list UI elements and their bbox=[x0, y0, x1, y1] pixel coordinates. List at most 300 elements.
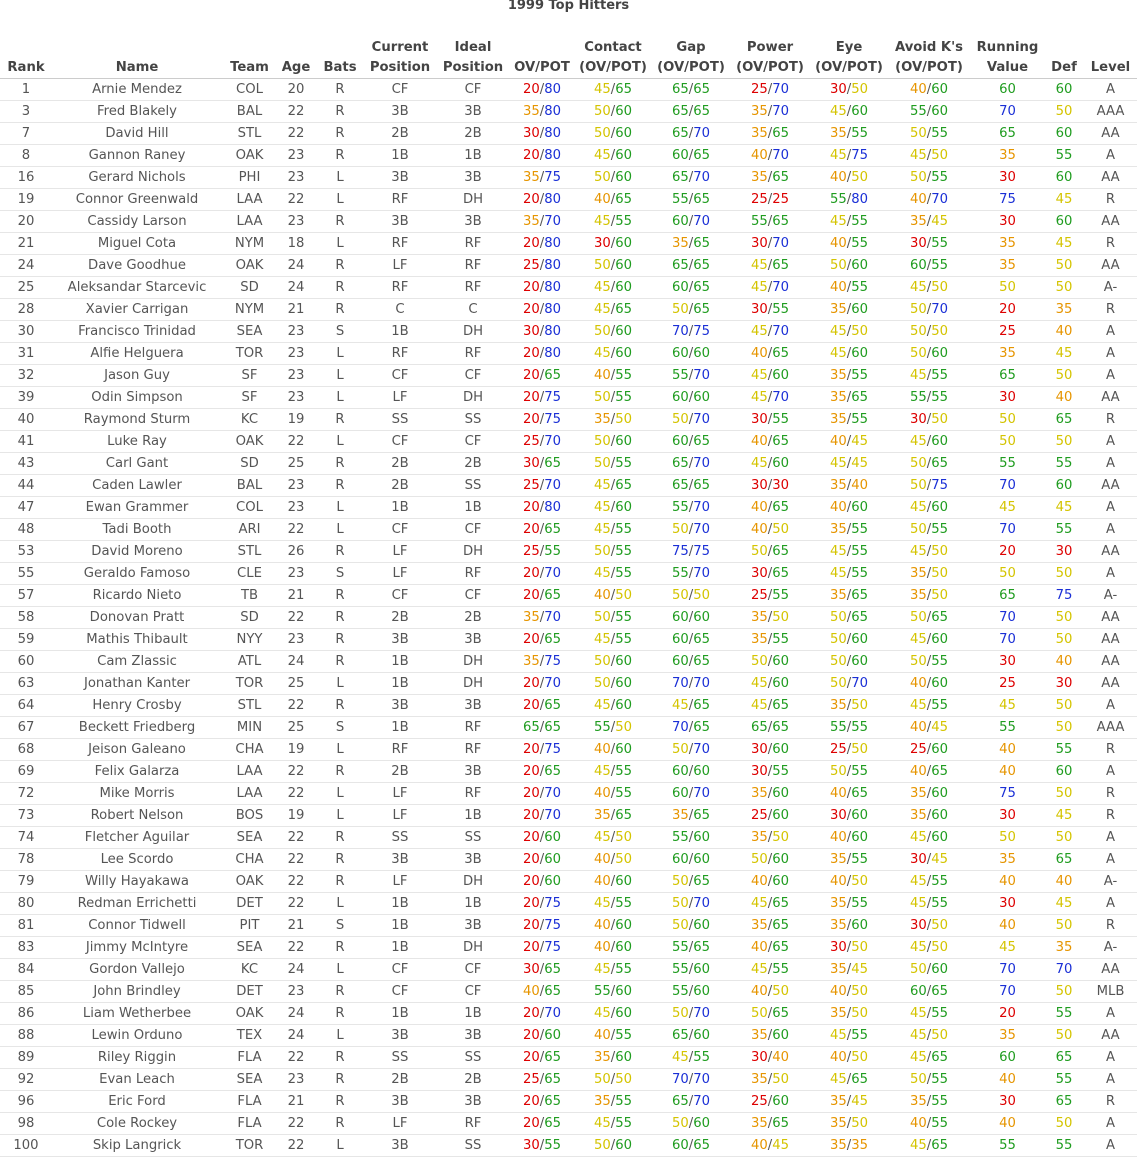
cell-current-position: 1B bbox=[365, 321, 435, 343]
table-row[interactable] bbox=[0, 1135, 1137, 1157]
current-rating: 50 bbox=[593, 544, 611, 559]
current-rating: 20 bbox=[522, 280, 540, 295]
cell-team: TOR bbox=[222, 673, 277, 695]
cell-gap bbox=[653, 937, 729, 959]
col-running[interactable]: Running Value bbox=[971, 22, 1044, 79]
cell-avoid-k bbox=[887, 189, 971, 211]
table-row[interactable] bbox=[0, 1113, 1137, 1135]
cell-level: A bbox=[1084, 849, 1137, 871]
rating-separator: / bbox=[846, 918, 852, 933]
cell-ovpot bbox=[511, 541, 573, 563]
table-row[interactable] bbox=[0, 585, 1137, 607]
rating-separator: / bbox=[926, 170, 932, 185]
current-rating: 20 bbox=[522, 786, 540, 801]
cell-contact bbox=[573, 1003, 653, 1025]
table-row[interactable] bbox=[0, 365, 1137, 387]
current-rating: 20 bbox=[522, 918, 540, 933]
cell-contact bbox=[573, 79, 653, 101]
table-row[interactable] bbox=[0, 189, 1137, 211]
potential-rating: 65 bbox=[772, 1006, 789, 1021]
cell-age: 20 bbox=[277, 79, 315, 101]
table-row[interactable] bbox=[0, 805, 1137, 827]
cell-current-position: 2B bbox=[365, 607, 435, 629]
current-rating: 50 bbox=[909, 962, 927, 977]
table-row[interactable] bbox=[0, 101, 1137, 123]
current-rating: 40 bbox=[750, 940, 768, 955]
rating-separator: / bbox=[846, 346, 852, 361]
cell-gap bbox=[653, 277, 729, 299]
potential-rating: 50 bbox=[931, 940, 948, 955]
current-rating: 40 bbox=[909, 1116, 927, 1131]
cell-avoid-k bbox=[887, 1003, 971, 1025]
current-rating: 20 bbox=[522, 698, 540, 713]
table-row[interactable] bbox=[0, 629, 1137, 651]
cell-team: TB bbox=[222, 585, 277, 607]
current-rating: 20 bbox=[522, 1028, 540, 1043]
potential-rating: 50 bbox=[851, 1050, 868, 1065]
cell-contact bbox=[573, 893, 653, 915]
cell-current-position: 1B bbox=[365, 893, 435, 915]
table-row[interactable] bbox=[0, 915, 1137, 937]
table-row[interactable] bbox=[0, 563, 1137, 585]
potential-rating: 50 bbox=[851, 984, 868, 999]
table-row[interactable] bbox=[0, 893, 1137, 915]
cell-eye bbox=[811, 1003, 887, 1025]
cell-running-value: 65 bbox=[971, 365, 1044, 387]
current-rating: 20 bbox=[522, 148, 540, 163]
cell-current-position: LF bbox=[365, 541, 435, 563]
cell-team: KC bbox=[222, 959, 277, 981]
cell-bats: R bbox=[315, 827, 365, 849]
table-row[interactable] bbox=[0, 1091, 1137, 1113]
cell-age: 23 bbox=[277, 343, 315, 365]
cell-rank: 48 bbox=[0, 519, 52, 541]
rating-separator: / bbox=[846, 1138, 852, 1153]
table-row[interactable] bbox=[0, 387, 1137, 409]
potential-rating: 25 bbox=[772, 192, 789, 207]
current-rating: 45 bbox=[750, 324, 768, 339]
rating-separator: / bbox=[610, 104, 616, 119]
potential-rating: 55 bbox=[615, 522, 632, 537]
cell-bats: R bbox=[315, 101, 365, 123]
cell-gap bbox=[653, 651, 729, 673]
table-header bbox=[0, 22, 1137, 79]
cell-gap bbox=[653, 409, 729, 431]
cell-running-value: 50 bbox=[971, 431, 1044, 453]
table-row[interactable] bbox=[0, 695, 1137, 717]
cell-current-position: 2B bbox=[365, 761, 435, 783]
table-row[interactable] bbox=[0, 1003, 1137, 1025]
cell-bats: R bbox=[315, 123, 365, 145]
cell-ideal-position: RF bbox=[435, 717, 511, 739]
current-rating: 45 bbox=[909, 500, 927, 515]
current-rating: 45 bbox=[750, 698, 768, 713]
cell-name: Jeison Galeano bbox=[52, 739, 222, 761]
rating-separator: / bbox=[688, 852, 694, 867]
table-row[interactable] bbox=[0, 717, 1137, 739]
potential-rating: 60 bbox=[931, 676, 948, 691]
cell-def: 35 bbox=[1044, 937, 1084, 959]
col-current-position[interactable]: Current Position bbox=[365, 22, 435, 79]
rating-separator: / bbox=[846, 478, 852, 493]
cell-bats: L bbox=[315, 673, 365, 695]
current-rating: 35 bbox=[593, 412, 611, 427]
cell-level: A- bbox=[1084, 871, 1137, 893]
potential-rating: 60 bbox=[615, 104, 632, 119]
potential-rating: 60 bbox=[851, 808, 868, 823]
cell-running-value: 55 bbox=[971, 453, 1044, 475]
cell-name: Robert Nelson bbox=[52, 805, 222, 827]
potential-rating: 55 bbox=[615, 962, 632, 977]
table-row[interactable] bbox=[0, 761, 1137, 783]
cell-def: 55 bbox=[1044, 739, 1084, 761]
rating-separator: / bbox=[926, 148, 932, 163]
cell-rank: 1 bbox=[0, 79, 52, 101]
potential-rating: 70 bbox=[693, 896, 710, 911]
cell-power bbox=[729, 849, 811, 871]
cell-name: Miguel Cota bbox=[52, 233, 222, 255]
col-level[interactable]: Level bbox=[1084, 22, 1137, 79]
cell-team: SF bbox=[222, 365, 277, 387]
current-rating: 35 bbox=[522, 214, 540, 229]
cell-def: 60 bbox=[1044, 123, 1084, 145]
current-rating: 45 bbox=[593, 214, 611, 229]
current-rating: 50 bbox=[671, 918, 689, 933]
current-rating: 45 bbox=[909, 940, 927, 955]
current-rating: 55 bbox=[671, 368, 689, 383]
cell-level: R bbox=[1084, 409, 1137, 431]
cell-eye bbox=[811, 167, 887, 189]
cell-gap bbox=[653, 893, 729, 915]
table-row[interactable] bbox=[0, 673, 1137, 695]
potential-rating: 60 bbox=[931, 104, 948, 119]
current-rating: 20 bbox=[522, 1094, 540, 1109]
cell-bats: R bbox=[315, 299, 365, 321]
table-row[interactable] bbox=[0, 783, 1137, 805]
cell-eye bbox=[811, 365, 887, 387]
current-rating: 45 bbox=[829, 1072, 847, 1087]
col-rank[interactable]: Rank bbox=[0, 22, 52, 79]
cell-def: 55 bbox=[1044, 1069, 1084, 1091]
rating-separator: / bbox=[688, 302, 694, 317]
cell-bats: L bbox=[315, 783, 365, 805]
table-row[interactable] bbox=[0, 299, 1137, 321]
cell-running-value: 20 bbox=[971, 541, 1044, 563]
cell-team: SD bbox=[222, 607, 277, 629]
table-row[interactable] bbox=[0, 167, 1137, 189]
cell-age: 18 bbox=[277, 233, 315, 255]
cell-team: CLE bbox=[222, 563, 277, 585]
cell-team: DET bbox=[222, 981, 277, 1003]
cell-eye bbox=[811, 475, 887, 497]
col-team[interactable]: Team bbox=[222, 22, 277, 79]
current-rating: 40 bbox=[829, 170, 847, 185]
cell-gap bbox=[653, 343, 729, 365]
cell-ovpot bbox=[511, 431, 573, 453]
table-row[interactable] bbox=[0, 937, 1137, 959]
cell-ovpot bbox=[511, 607, 573, 629]
rating-separator: / bbox=[926, 1094, 932, 1109]
cell-ovpot bbox=[511, 827, 573, 849]
current-rating: 30 bbox=[909, 852, 927, 867]
cell-gap bbox=[653, 475, 729, 497]
cell-current-position: RF bbox=[365, 739, 435, 761]
rating-separator: / bbox=[610, 896, 616, 911]
cell-power bbox=[729, 233, 811, 255]
current-rating: 25 bbox=[750, 1094, 768, 1109]
table-row[interactable] bbox=[0, 739, 1137, 761]
cell-name: John Brindley bbox=[52, 981, 222, 1003]
table-row[interactable] bbox=[0, 651, 1137, 673]
cell-rank: 53 bbox=[0, 541, 52, 563]
table-row[interactable] bbox=[0, 849, 1137, 871]
col-ovpot[interactable]: OV/POT bbox=[511, 22, 573, 79]
cell-def: 50 bbox=[1044, 783, 1084, 805]
potential-rating: 75 bbox=[931, 478, 948, 493]
potential-rating: 50 bbox=[931, 544, 948, 559]
cell-contact bbox=[573, 827, 653, 849]
col-gap[interactable]: Gap (OV/POT) bbox=[653, 22, 729, 79]
table-row[interactable] bbox=[0, 827, 1137, 849]
table-row[interactable] bbox=[0, 1069, 1137, 1091]
potential-rating: 65 bbox=[851, 1072, 868, 1087]
table-row[interactable] bbox=[0, 277, 1137, 299]
cell-ovpot bbox=[511, 981, 573, 1003]
table-row[interactable] bbox=[0, 1025, 1137, 1047]
potential-rating: 55 bbox=[931, 698, 948, 713]
cell-contact bbox=[573, 145, 653, 167]
rating-separator: / bbox=[539, 984, 545, 999]
current-rating: 45 bbox=[829, 1028, 847, 1043]
cell-running-value: 60 bbox=[971, 79, 1044, 101]
current-rating: 35 bbox=[750, 1028, 768, 1043]
rating-separator: / bbox=[539, 478, 545, 493]
cell-contact bbox=[573, 519, 653, 541]
current-rating: 45 bbox=[593, 1116, 611, 1131]
cell-ideal-position: CF bbox=[435, 585, 511, 607]
potential-rating: 60 bbox=[615, 346, 632, 361]
cell-gap bbox=[653, 1047, 729, 1069]
potential-rating: 65 bbox=[693, 698, 710, 713]
col-eye[interactable]: Eye (OV/POT) bbox=[811, 22, 887, 79]
table-row[interactable] bbox=[0, 453, 1137, 475]
cell-running-value: 30 bbox=[971, 387, 1044, 409]
cell-running-value: 65 bbox=[971, 585, 1044, 607]
table-row[interactable] bbox=[0, 519, 1137, 541]
rating-separator: / bbox=[846, 1116, 852, 1131]
potential-rating: 70 bbox=[693, 522, 710, 537]
cell-level: R bbox=[1084, 1091, 1137, 1113]
potential-rating: 65 bbox=[772, 434, 789, 449]
col-contact[interactable]: Contact (OV/POT) bbox=[573, 22, 653, 79]
potential-rating: 50 bbox=[931, 412, 948, 427]
table-row[interactable] bbox=[0, 959, 1137, 981]
col-bats[interactable]: Bats bbox=[315, 22, 365, 79]
cell-current-position: LF bbox=[365, 1113, 435, 1135]
table-row[interactable] bbox=[0, 321, 1137, 343]
cell-avoid-k bbox=[887, 981, 971, 1003]
cell-contact bbox=[573, 651, 653, 673]
cell-bats: R bbox=[315, 1069, 365, 1091]
cell-bats: L bbox=[315, 343, 365, 365]
current-rating: 45 bbox=[829, 346, 847, 361]
potential-rating: 60 bbox=[931, 830, 948, 845]
rating-separator: / bbox=[926, 192, 932, 207]
col-avoid-k[interactable]: Avoid K's (OV/POT) bbox=[887, 22, 971, 79]
potential-rating: 55 bbox=[851, 566, 868, 581]
table-row[interactable] bbox=[0, 981, 1137, 1003]
cell-age: 21 bbox=[277, 1091, 315, 1113]
potential-rating: 70 bbox=[772, 148, 789, 163]
cell-current-position: 2B bbox=[365, 123, 435, 145]
cell-avoid-k bbox=[887, 1025, 971, 1047]
cell-eye bbox=[811, 1091, 887, 1113]
cell-power bbox=[729, 255, 811, 277]
cell-bats: R bbox=[315, 453, 365, 475]
table-row[interactable] bbox=[0, 431, 1137, 453]
table-row[interactable] bbox=[0, 211, 1137, 233]
cell-team: DET bbox=[222, 893, 277, 915]
current-rating: 35 bbox=[829, 698, 847, 713]
potential-rating: 50 bbox=[931, 148, 948, 163]
current-rating: 30 bbox=[522, 962, 540, 977]
rating-separator: / bbox=[767, 544, 773, 559]
current-rating: 55 bbox=[829, 720, 847, 735]
cell-eye bbox=[811, 387, 887, 409]
current-rating: 50 bbox=[909, 1072, 927, 1087]
cell-power bbox=[729, 1135, 811, 1157]
cell-level: AA bbox=[1084, 541, 1137, 563]
rating-separator: / bbox=[610, 676, 616, 691]
rating-separator: / bbox=[767, 390, 773, 405]
col-ideal-position[interactable]: Ideal Position bbox=[435, 22, 511, 79]
cell-running-value: 50 bbox=[971, 409, 1044, 431]
rating-separator: / bbox=[610, 1072, 616, 1087]
cell-ideal-position: 3B bbox=[435, 629, 511, 651]
table-row[interactable] bbox=[0, 123, 1137, 145]
cell-rank: 32 bbox=[0, 365, 52, 387]
current-rating: 25 bbox=[522, 478, 540, 493]
cell-bats: R bbox=[315, 277, 365, 299]
rating-separator: / bbox=[610, 852, 616, 867]
cell-power bbox=[729, 101, 811, 123]
cell-power bbox=[729, 277, 811, 299]
potential-rating: 65 bbox=[693, 192, 710, 207]
rating-separator: / bbox=[610, 1116, 616, 1131]
potential-rating: 70 bbox=[693, 1072, 710, 1087]
table-row[interactable] bbox=[0, 255, 1137, 277]
table-row[interactable] bbox=[0, 79, 1137, 101]
rating-separator: / bbox=[846, 258, 852, 273]
rating-separator: / bbox=[767, 236, 773, 251]
current-rating: 30 bbox=[522, 324, 540, 339]
table-row[interactable] bbox=[0, 233, 1137, 255]
table-row[interactable] bbox=[0, 409, 1137, 431]
table-row[interactable] bbox=[0, 871, 1137, 893]
current-rating: 25 bbox=[750, 82, 768, 97]
cell-power bbox=[729, 475, 811, 497]
cell-power bbox=[729, 79, 811, 101]
col-name[interactable]: Name bbox=[52, 22, 222, 79]
table-row[interactable] bbox=[0, 497, 1137, 519]
potential-rating: 65 bbox=[693, 478, 710, 493]
cell-ovpot bbox=[511, 1091, 573, 1113]
cell-contact bbox=[573, 585, 653, 607]
potential-rating: 60 bbox=[615, 280, 632, 295]
cell-eye bbox=[811, 145, 887, 167]
rating-separator: / bbox=[539, 390, 545, 405]
cell-contact bbox=[573, 563, 653, 585]
current-rating: 40 bbox=[593, 874, 611, 889]
table-row[interactable] bbox=[0, 1047, 1137, 1069]
current-rating: 45 bbox=[909, 434, 927, 449]
current-rating: 45 bbox=[671, 698, 689, 713]
current-rating: 40 bbox=[909, 82, 927, 97]
cell-def: 35 bbox=[1044, 299, 1084, 321]
current-rating: 50 bbox=[909, 170, 927, 185]
cell-ideal-position: DH bbox=[435, 871, 511, 893]
cell-ovpot bbox=[511, 651, 573, 673]
current-rating: 45 bbox=[829, 324, 847, 339]
potential-rating: 60 bbox=[544, 874, 561, 889]
current-rating: 40 bbox=[593, 742, 611, 757]
cell-avoid-k bbox=[887, 541, 971, 563]
table-row[interactable] bbox=[0, 541, 1137, 563]
cell-current-position: 3B bbox=[365, 101, 435, 123]
table-row[interactable] bbox=[0, 343, 1137, 365]
col-def[interactable]: Def bbox=[1044, 22, 1084, 79]
potential-rating: 70 bbox=[772, 82, 789, 97]
cell-bats: L bbox=[315, 167, 365, 189]
rating-separator: / bbox=[767, 830, 773, 845]
potential-rating: 55 bbox=[851, 236, 868, 251]
cell-name: Cassidy Larson bbox=[52, 211, 222, 233]
rating-separator: / bbox=[767, 522, 773, 537]
potential-rating: 65 bbox=[693, 654, 710, 669]
cell-level: AA bbox=[1084, 1025, 1137, 1047]
current-rating: 40 bbox=[829, 874, 847, 889]
cell-rank: 68 bbox=[0, 739, 52, 761]
table-row[interactable] bbox=[0, 607, 1137, 629]
rating-separator: / bbox=[846, 984, 852, 999]
cell-ideal-position: 2B bbox=[435, 453, 511, 475]
cell-eye bbox=[811, 827, 887, 849]
rating-separator: / bbox=[926, 82, 932, 97]
potential-rating: 55 bbox=[772, 588, 789, 603]
col-power[interactable]: Power (OV/POT) bbox=[729, 22, 811, 79]
current-rating: 35 bbox=[750, 1072, 768, 1087]
cell-ideal-position: SS bbox=[435, 409, 511, 431]
current-rating: 35 bbox=[671, 808, 689, 823]
current-rating: 70 bbox=[671, 1072, 689, 1087]
rating-separator: / bbox=[688, 456, 694, 471]
table-row[interactable] bbox=[0, 145, 1137, 167]
rating-separator: / bbox=[767, 368, 773, 383]
cell-bats: R bbox=[315, 79, 365, 101]
cell-current-position: LF bbox=[365, 255, 435, 277]
cell-team: SEA bbox=[222, 937, 277, 959]
potential-rating: 60 bbox=[772, 874, 789, 889]
cell-avoid-k bbox=[887, 299, 971, 321]
col-age[interactable]: Age bbox=[277, 22, 315, 79]
potential-rating: 80 bbox=[544, 126, 561, 141]
potential-rating: 60 bbox=[615, 984, 632, 999]
cell-rank: 78 bbox=[0, 849, 52, 871]
rating-separator: / bbox=[767, 632, 773, 647]
current-rating: 35 bbox=[909, 566, 927, 581]
table-row[interactable] bbox=[0, 475, 1137, 497]
cell-gap bbox=[653, 541, 729, 563]
